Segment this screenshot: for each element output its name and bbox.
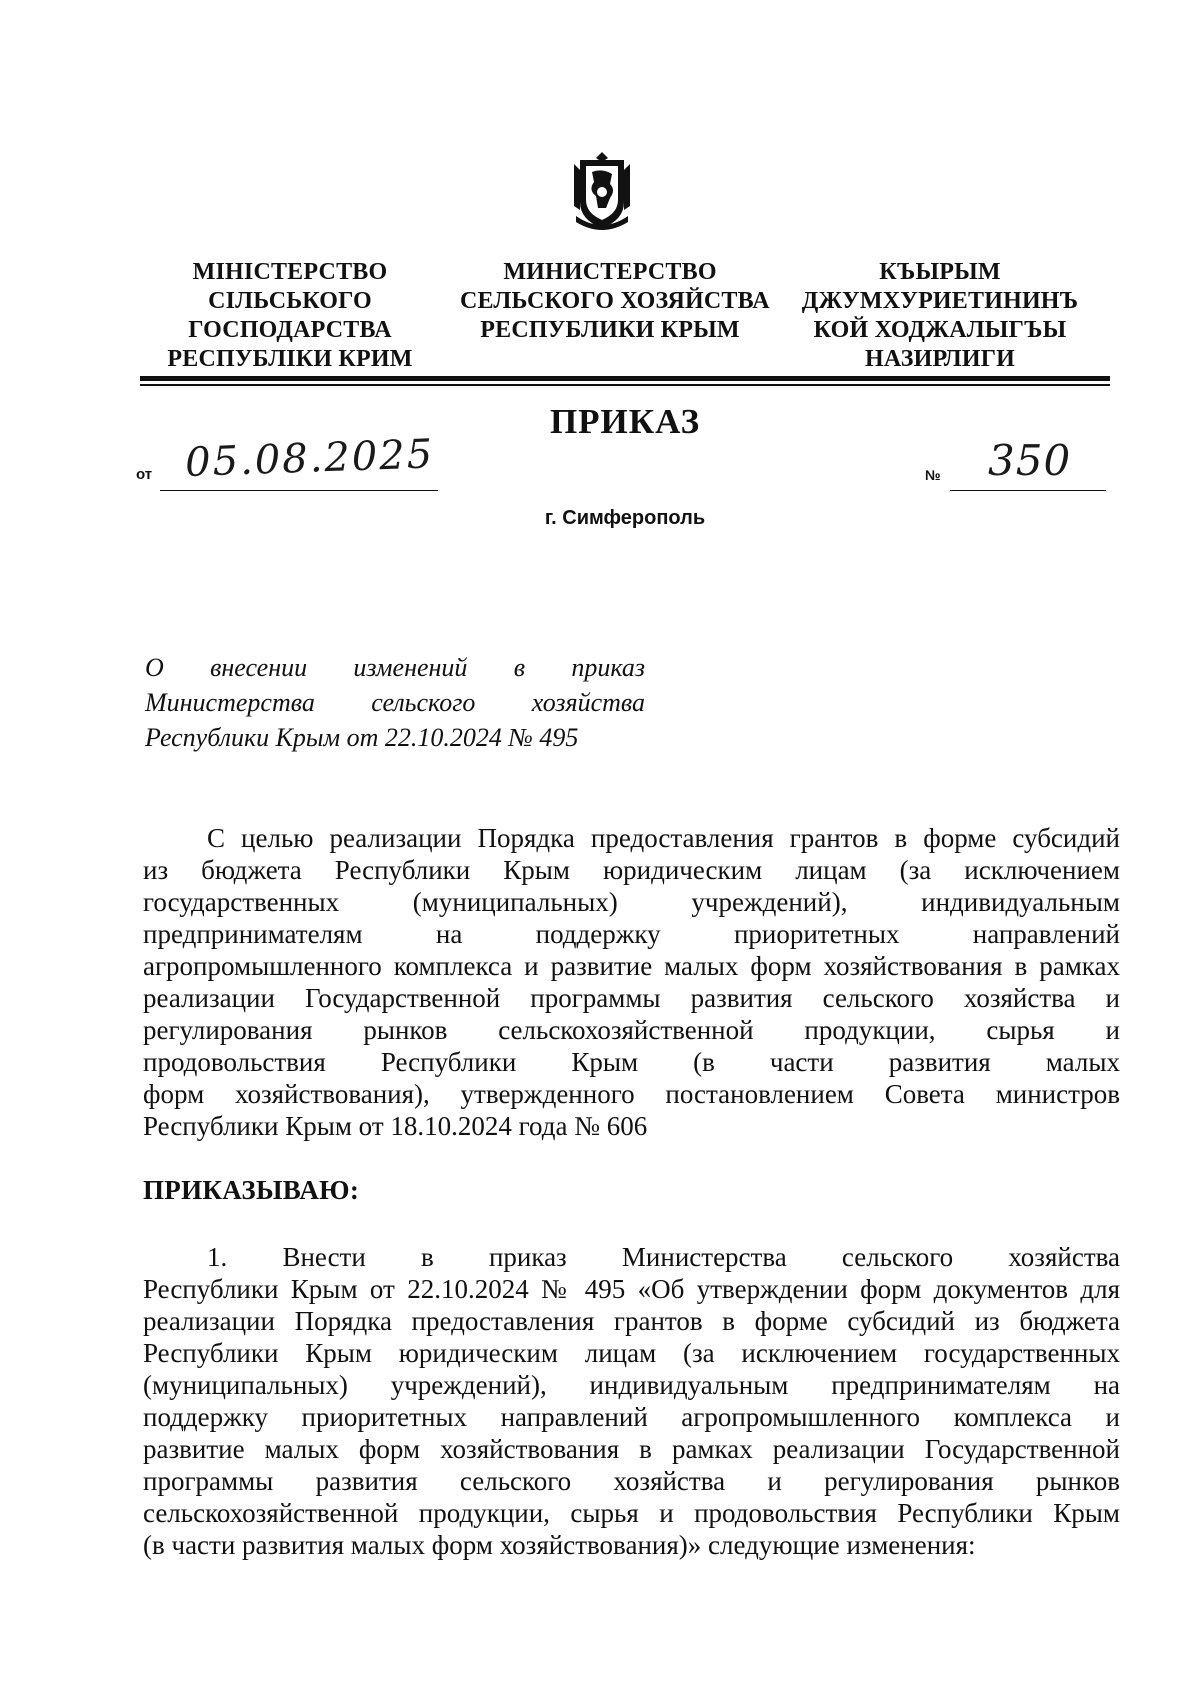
paragraph-line: из бюджета Республики Крым юридическим лицам (за исключением	[143, 855, 1120, 885]
paragraph-line: продовольствия Республики Крым (в части развития малых	[143, 1047, 1120, 1077]
paragraph-line: реализации Государственной программы развития сельского хозяйства и	[143, 983, 1120, 1013]
header-ua-line: ГОСПОДАРСТВА	[188, 317, 392, 343]
paragraph-line: регулирования рынков сельскохозяйственной продукции, сырья и	[143, 1015, 1120, 1045]
header-ua-line: МІНІСТЕРСТВО	[192, 259, 388, 285]
city: г. Симферополь	[544, 507, 706, 529]
number-underline	[950, 490, 1106, 491]
paragraph-line: 1. Внести в приказ Министерства сельского хозяйства	[207, 1242, 1120, 1272]
paragraph-line: Республики Крым от 18.10.2024 года № 606	[143, 1111, 648, 1141]
header-ct-line: ДЖУМХУРИЕТИНИНЪ	[801, 288, 1079, 314]
subject-line: Министерства сельского хозяйства	[145, 688, 645, 717]
paragraph-line: государственных (муниципальных) учреждений), индивидуальным	[143, 887, 1120, 917]
date-underline	[160, 490, 438, 491]
header-ct-line: КОЙ ХОДЖАЛЫГЪЫ	[813, 317, 1067, 343]
header-ct-line: НАЗИРЛИГИ	[864, 346, 1016, 372]
handwritten-number: 350	[988, 436, 1072, 485]
header-ru-line: РЕСПУБЛИКИ КРЫМ	[480, 317, 740, 343]
paragraph-line: развитие малых форм хозяйствования в рамках реализации Государственной	[143, 1434, 1120, 1464]
paragraph-line: форм хозяйствования), утвержденного постановлением Совета министров	[143, 1079, 1120, 1109]
header-ua-line: СІЛЬСЬКОГО	[208, 288, 372, 314]
number-prefix: №	[925, 467, 941, 483]
subject-line: Республики Крым от 22.10.2024 № 495	[145, 723, 579, 752]
header-divider-thick	[140, 376, 1110, 381]
preamble-paragraph	[143, 822, 1120, 1142]
paragraph-line: Республики Крым юридическим лицам (за исключением государственных	[143, 1338, 1120, 1368]
paragraph-line: реализации Порядка предоставления грантов в форме субсидий из бюджета	[143, 1306, 1120, 1336]
paragraph-line: (муниципальных) учреждений), индивидуальным предпринимателям на	[143, 1370, 1120, 1400]
document-title: ПРИКАЗ	[549, 402, 701, 441]
date-prefix: от	[136, 466, 153, 483]
header-ua-line: РЕСПУБЛІКИ КРИМ	[167, 346, 413, 372]
header-ukrainian	[150, 258, 430, 374]
paragraph-line: агропромышленного комплекса и развитие малых форм хозяйствования в рамках	[143, 951, 1120, 981]
paragraph-line: сельскохозяйственной продукции, сырья и продовольствия Республики Крым	[143, 1498, 1120, 1528]
subject-block	[145, 650, 645, 755]
paragraph-line: поддержку приоритетных направлений агропромышленного комплекса и	[143, 1402, 1120, 1432]
header-russian	[460, 258, 770, 345]
paragraph-line: (в части развития малых форм хозяйствования)» следующие изменения:	[143, 1530, 976, 1560]
order-item-1	[143, 1241, 1120, 1561]
paragraph-line: предпринимателям на поддержку приоритетных направлений	[143, 919, 1120, 949]
order-directive: ПРИКАЗЫВАЮ:	[143, 1175, 360, 1205]
header-divider-thin	[140, 384, 1110, 386]
header-crimean-tatar	[800, 258, 1080, 374]
handwritten-date: 05.08.2025	[184, 431, 435, 486]
header-ru-line: МИНИСТЕРСТВО	[503, 259, 717, 285]
paragraph-line: программы развития сельского хозяйства и регулирования рынков	[143, 1466, 1120, 1496]
paragraph-line: Республики Крым от 22.10.2024 № 495 «Об утверждении форм документов для	[143, 1274, 1120, 1304]
crimea-coat-of-arms-icon	[572, 150, 632, 232]
paragraph-line: С целью реализации Порядка предоставления грантов в форме субсидий	[207, 823, 1120, 853]
subject-line: О внесении изменений в приказ	[145, 653, 645, 682]
header-ru-line: СЕЛЬСКОГО ХОЗЯЙСТВА	[460, 288, 770, 314]
header-ct-line: КЪЫРЫМ	[879, 259, 1001, 285]
